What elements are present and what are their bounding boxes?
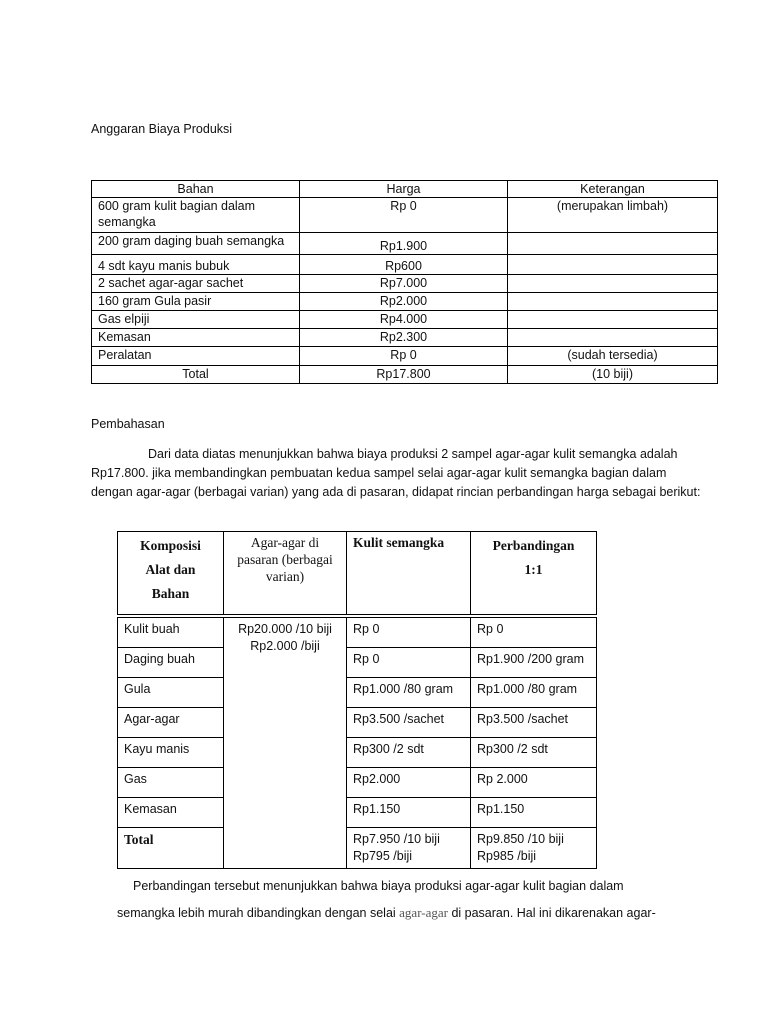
market-price-line1: Rp20.000 /10 biji <box>238 622 332 636</box>
market-price-cell <box>224 618 347 869</box>
komposisi-cell: Gula <box>118 678 224 708</box>
header-komposisi <box>118 532 224 615</box>
table-row <box>118 618 597 648</box>
total-row <box>92 366 718 384</box>
budget-header-row <box>92 181 718 198</box>
table-row <box>118 798 597 828</box>
table-row <box>92 347 718 366</box>
header-komposisi-line2: Alat dan <box>145 562 196 577</box>
harga-cell: Rp4.000 <box>300 311 508 329</box>
harga-cell: Rp1.900 <box>300 233 508 255</box>
table-row <box>92 275 718 293</box>
ratio-cell: Rp3.500 /sachet <box>471 708 597 738</box>
keterangan-cell <box>508 311 718 329</box>
kulit-cell: Rp300 /2 sdt <box>347 738 471 768</box>
table-row <box>92 293 718 311</box>
header-perbandingan-line1: Perbandingan <box>492 538 575 553</box>
ratio-cell: Rp1.000 /80 gram <box>471 678 597 708</box>
keterangan-cell <box>508 275 718 293</box>
komposisi-cell: Daging buah <box>118 648 224 678</box>
ratio-cell: Rp1.900 /200 gram <box>471 648 597 678</box>
conclusion-line2-end: di pasaran. Hal ini dikarenakan agar- <box>447 906 656 920</box>
table-row <box>92 233 718 255</box>
total-kulit <box>347 828 471 869</box>
bahan-cell: 2 sachet agar-agar sachet <box>92 275 300 293</box>
header-bahan: Bahan <box>92 181 300 198</box>
table-row <box>118 768 597 798</box>
bahan-cell: Kemasan <box>92 329 300 347</box>
comparison-header-row <box>118 532 597 615</box>
bahan-cell: 600 gram kulit bagian dalam semangka <box>92 198 300 233</box>
section-title: Anggaran Biaya Produksi <box>91 122 233 136</box>
bahan-cell: Gas elpiji <box>92 311 300 329</box>
header-keterangan: Keterangan <box>508 181 718 198</box>
kulit-cell: Rp2.000 <box>347 768 471 798</box>
total-ratio-line1: Rp9.850 /10 biji <box>477 832 564 846</box>
harga-cell: Rp 0 <box>300 347 508 366</box>
ratio-cell: Rp300 /2 sdt <box>471 738 597 768</box>
header-perbandingan <box>471 532 597 615</box>
total-keterangan: (10 biji) <box>508 366 718 384</box>
harga-cell: Rp600 <box>300 255 508 275</box>
header-kulit-semangka: Kulit semangka <box>347 532 471 615</box>
total-label: Total <box>118 828 224 869</box>
bahan-cell: Peralatan <box>92 347 300 366</box>
total-label: Total <box>92 366 300 384</box>
keterangan-cell: (merupakan limbah) <box>508 198 718 233</box>
bahan-cell: 160 gram Gula pasir <box>92 293 300 311</box>
budget-table <box>91 180 718 384</box>
kulit-cell: Rp 0 <box>347 618 471 648</box>
keterangan-cell <box>508 233 718 255</box>
comparison-header-table <box>117 531 597 615</box>
total-ratio-line2: Rp985 /biji <box>477 849 537 863</box>
kulit-cell: Rp3.500 /sachet <box>347 708 471 738</box>
kulit-cell: Rp1.150 <box>347 798 471 828</box>
conclusion-line-1: Perbandingan tersebut menunjukkan bahwa biaya produksi agar-agar kulit bagian dalam <box>133 879 624 893</box>
total-harga: Rp17.800 <box>300 366 508 384</box>
comparison-table <box>117 617 597 869</box>
table-row <box>118 648 597 678</box>
bahan-cell: 4 sdt kayu manis bubuk <box>92 255 300 275</box>
header-perbandingan-line2: 1:1 <box>524 562 543 577</box>
ratio-cell: Rp1.150 <box>471 798 597 828</box>
keterangan-cell <box>508 329 718 347</box>
komposisi-cell: Gas <box>118 768 224 798</box>
bahan-cell: 200 gram daging buah semangka <box>92 233 300 255</box>
market-price-line2: Rp2.000 /biji <box>250 639 320 653</box>
total-kulit-line1: Rp7.950 /10 biji <box>353 832 440 846</box>
harga-cell: Rp2.000 <box>300 293 508 311</box>
keterangan-cell: (sudah tersedia) <box>508 347 718 366</box>
harga-cell: Rp2.300 <box>300 329 508 347</box>
komposisi-cell: Kemasan <box>118 798 224 828</box>
discussion-paragraph: Dari data diatas menunjukkan bahwa biaya produksi 2 sampel agar-agar kulit semangka adalah Rp17.800. jika membandingkan pembuatan kedua sampel selai agar-agar kulit semangka bagian dalam dengan agar-agar (berbagai varian) yang ada di pasaran, didapat rincian perbandingan harga sebagai berikut: <box>91 447 701 499</box>
conclusion-line2-start: semangka lebih murah dibandingkan dengan selai <box>117 906 400 920</box>
header-harga: Harga <box>300 181 508 198</box>
table-row <box>92 198 718 233</box>
kulit-cell: Rp1.000 /80 gram <box>347 678 471 708</box>
keterangan-cell <box>508 293 718 311</box>
komposisi-cell: Agar-agar <box>118 708 224 738</box>
harga-cell: Rp7.000 <box>300 275 508 293</box>
table-row <box>92 255 718 275</box>
header-komposisi-line1: Komposisi <box>140 538 201 553</box>
harga-cell: Rp 0 <box>300 198 508 233</box>
komposisi-cell: Kulit buah <box>118 618 224 648</box>
conclusion-agar-agar-term: agar-agar <box>399 905 448 920</box>
header-agar-pasaran: Agar-agar di pasaran (berbagai varian) <box>224 532 347 615</box>
total-kulit-line2: Rp795 /biji <box>353 849 413 863</box>
total-ratio <box>471 828 597 869</box>
table-row <box>92 329 718 347</box>
keterangan-cell <box>508 255 718 275</box>
conclusion-line-2 <box>117 905 737 921</box>
ratio-cell: Rp 0 <box>471 618 597 648</box>
total-row <box>118 828 597 869</box>
table-row <box>118 678 597 708</box>
table-row <box>118 738 597 768</box>
table-row <box>92 311 718 329</box>
header-komposisi-line3: Bahan <box>151 586 190 601</box>
discussion-heading: Pembahasan <box>91 417 165 431</box>
komposisi-cell: Kayu manis <box>118 738 224 768</box>
ratio-cell: Rp 2.000 <box>471 768 597 798</box>
kulit-cell: Rp 0 <box>347 648 471 678</box>
table-row <box>118 708 597 738</box>
